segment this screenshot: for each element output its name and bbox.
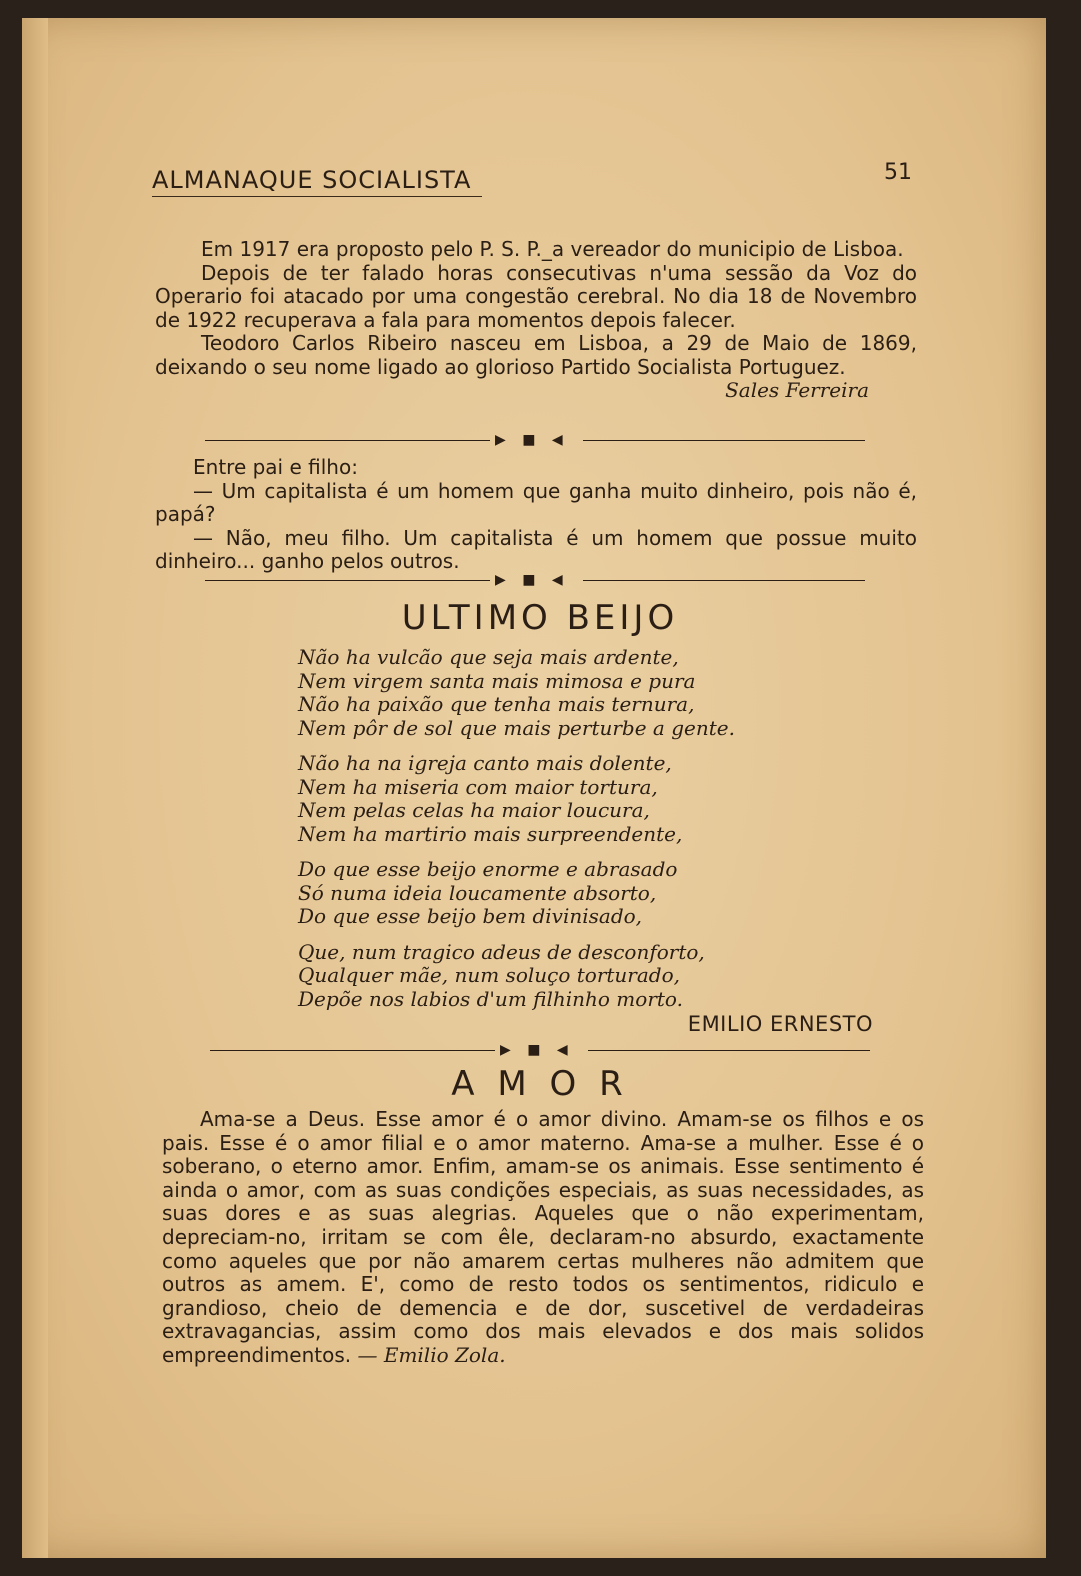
- poem-line: Nem virgem santa mais mimosa e pura: [298, 668, 696, 693]
- poem-stanza: [298, 646, 768, 740]
- biography-paragraph: Depois de ter falado horas consecutivas n'uma sessão da Voz do Operario foi atacado por uma congestão cerebral. No dia 18 de Novembro de 1922 recuperava a fala para momentos depois falecer.: [155, 260, 917, 332]
- poem-line: Nem pôr de sol que mais perturbe a gente.: [298, 715, 735, 740]
- poem-line: Do que esse beijo enorme e abrasado: [298, 857, 678, 881]
- divider-ornament: ▶ ■ ◀: [495, 432, 569, 448]
- section-divider: [205, 432, 865, 448]
- poem: [298, 646, 768, 1023]
- poem-title: ULTIMO BEIJO: [401, 598, 679, 638]
- poem-line: Do que esse beijo bem divinisado,: [298, 904, 643, 928]
- poem-line: Não ha na igreja canto mais dolente,: [298, 751, 672, 775]
- poem-line: Nem pelas celas ha maior loucura,: [298, 798, 650, 822]
- poem-stanza: [298, 941, 768, 1012]
- poem-line: Nem ha miseria com maior tortura,: [298, 774, 658, 799]
- dialogue-intro: Entre pai e filho:: [193, 455, 358, 479]
- poem-line: Depõe nos labios d'um filhinho morto.: [298, 986, 683, 1011]
- page-number: 51: [884, 160, 912, 185]
- page-spine-shadow: [22, 18, 48, 1558]
- running-title: ALMANAQUE SOCIALISTA: [152, 166, 482, 197]
- section-divider: [210, 1042, 870, 1058]
- section-divider: [205, 572, 865, 588]
- dialogue-line: — Não, meu filho. Um capitalista é um homem que possue muito dinheiro... ganho pelos outros.: [155, 525, 917, 573]
- essay-text: Ama-se a Deus. Esse amor é o amor divino. Amam-se os filhos e os pais. Esse é o amor filial e o amor materno. Ama-se a mulher. Esse é o soberano, o eterno amor. Enfim, amam-se os animais. Esse sentimento é ainda o amor, com as suas condições especiais, as suas necessidades, as suas dores e as suas alegrias. Aqueles que o não experimentam, depreciam-no, irritam se com êle, declaram-no absurdo, exactamente como aqueles que por não amarem certas mulheres não admitem que outros as amem. E', como de resto todos os sentimentos, ridiculo e grandioso, cheio de demencia e de dor, suscetivel de verdadeiras extravagancias, assim como dos mais elevados e dos mais solidos empreendimentos.: [162, 1107, 924, 1367]
- page-header: [152, 160, 912, 200]
- biography-section: [155, 238, 917, 403]
- poem-stanza: [298, 752, 768, 846]
- poem-line: Nem ha martirio mais surpreendente,: [298, 821, 683, 846]
- biography-paragraph: Em 1917 era proposto pelo P. S. P._a vereador do municipio de Lisboa.: [201, 237, 904, 261]
- poem-line: Só numa ideia loucamente absorto,: [298, 880, 657, 905]
- dialogue-section: [155, 456, 917, 574]
- poem-line: Não ha paixão que tenha mais ternura,: [298, 692, 695, 716]
- biography-signature: Sales Ferreira: [725, 378, 869, 402]
- divider-ornament: ▶ ■ ◀: [495, 572, 569, 588]
- poem-author: EMILIO ERNESTO: [687, 1012, 873, 1036]
- poem-line: Não ha vulcão que seja mais ardente,: [298, 645, 679, 669]
- dialogue-line: — Um capitalista é um homem que ganha muito dinheiro, pois não é, papá?: [155, 478, 917, 526]
- essay-section: [162, 1108, 924, 1368]
- divider-ornament: ▶ ■ ◀: [500, 1042, 574, 1058]
- essay-paragraph: [162, 1108, 924, 1368]
- biography-paragraph: Teodoro Carlos Ribeiro nasceu em Lisboa, a 29 de Maio de 1869, deixando o seu nome ligado ao glorioso Partido Socialista Portuguez.: [155, 331, 917, 379]
- essay-title: A M O R: [451, 1064, 629, 1104]
- poem-stanza: [298, 858, 768, 929]
- poem-line: Qualquer mãe, num soluço torturado,: [298, 963, 680, 987]
- poem-line: Que, num tragico adeus de desconforto,: [298, 939, 705, 964]
- essay-attribution: — Emilio Zola.: [357, 1342, 506, 1367]
